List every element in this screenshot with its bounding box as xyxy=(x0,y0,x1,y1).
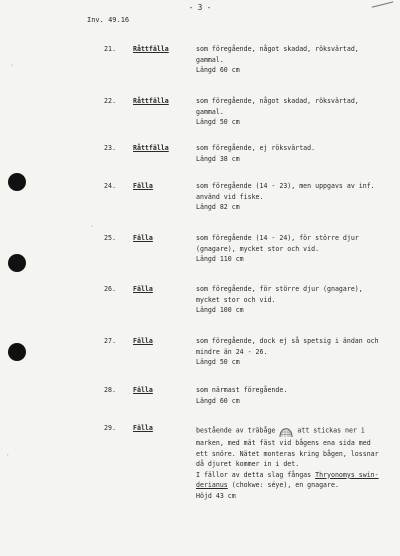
description-line: gammal. xyxy=(196,107,224,116)
description-line: som föregående, för större djur (gnagare), xyxy=(196,285,363,293)
description-line: Längd 110 cm xyxy=(196,255,244,263)
description-line: Längd 82 cm xyxy=(196,203,240,211)
description-line: som föregående (14 - 24), för större djur xyxy=(196,234,359,242)
entry-number: 22. xyxy=(104,97,116,105)
entry-description xyxy=(196,44,386,76)
entry-name: Fälla xyxy=(133,424,153,432)
description-line xyxy=(196,470,386,481)
entry-name: Råttfälla xyxy=(133,144,169,152)
entry-number: 25. xyxy=(104,234,116,242)
trap-sketch-icon xyxy=(278,423,294,438)
description-line: mycket stor och vid. xyxy=(196,295,276,304)
entry-description xyxy=(196,423,386,501)
description-line: Längd 50 cm xyxy=(196,118,240,126)
entry-number: 24. xyxy=(104,182,116,190)
description-line: Höjd 43 cm xyxy=(196,491,236,500)
punch-hole xyxy=(8,173,26,191)
description-line xyxy=(196,423,386,438)
stray-mark: · xyxy=(10,62,14,69)
description-line: Längd 38 cm xyxy=(196,154,240,163)
description-line: marken, med mät fäst vid bågens ena sida med xyxy=(196,439,371,447)
description-line: ett snöre. Nätet monteras kring bågen, lossnar xyxy=(196,449,379,458)
entry-description xyxy=(196,336,386,368)
entry-name: Råttfälla xyxy=(133,97,169,105)
entry-description xyxy=(196,181,386,213)
entry-name: Fälla xyxy=(133,234,153,242)
description-line: som föregående, ej röksvärtad. xyxy=(196,144,316,152)
description-line: gammal. xyxy=(196,55,224,64)
description-line: använd vid fiske. xyxy=(196,192,264,201)
description-line: som föregående, något skadad, röksvärtad, xyxy=(196,97,359,105)
description-line: mindre än 24 - 26. xyxy=(196,347,268,356)
entry-name: Råttfälla xyxy=(133,45,169,53)
description-text: (chokwe: séye), en gnagare. xyxy=(231,481,339,489)
species-name: derianus xyxy=(196,481,228,489)
entry-number: 28. xyxy=(104,386,116,394)
stray-mark: · xyxy=(90,223,94,230)
page-number: - 3 - xyxy=(188,3,212,12)
entry-name: Fälla xyxy=(133,337,153,345)
inventory-number: Inv. 49.16 xyxy=(87,16,130,24)
punch-hole xyxy=(8,343,26,361)
description-line: som föregående, något skadad, röksvärtad, xyxy=(196,45,359,53)
stray-mark: · xyxy=(6,452,10,459)
entry-name: Fälla xyxy=(133,182,153,190)
entry-description xyxy=(196,385,386,406)
entry-description xyxy=(196,233,386,265)
description-line: som närmast föregående. xyxy=(196,386,288,394)
entry-description xyxy=(196,284,386,316)
description-line xyxy=(196,480,386,491)
description-text: att stickas ner i xyxy=(297,426,365,435)
entry-number: 21. xyxy=(104,45,116,53)
description-line: Längd 100 cm xyxy=(196,306,244,314)
entry-number: 26. xyxy=(104,285,116,293)
description-line: som föregående (14 - 23), men uppgavs av inf. xyxy=(196,182,375,190)
description-line: Längd 50 cm xyxy=(196,358,240,366)
entry-number: 23. xyxy=(104,144,116,152)
description-line: Längd 60 cm xyxy=(196,396,240,405)
entry-description xyxy=(196,96,386,128)
description-text: I fällor av detta slag fångas xyxy=(196,470,312,479)
description-line: som föregående, dock ej så spetsig i ändan och xyxy=(196,337,379,345)
description-line: då djuret kommer in i det. xyxy=(196,460,300,468)
punch-hole xyxy=(8,254,26,272)
entry-number: 29. xyxy=(104,424,116,432)
entry-name: Fälla xyxy=(133,386,153,394)
entry-number: 27. xyxy=(104,337,116,345)
species-name: Thryonomys swin- xyxy=(315,470,379,479)
entry-description xyxy=(196,143,386,164)
description-line: (gnagare), mycket stor och vid. xyxy=(196,244,320,253)
description-text: bestående av träbåge xyxy=(196,426,276,435)
description-line: Längd 60 cm xyxy=(196,66,240,74)
entry-name: Fälla xyxy=(133,285,153,293)
